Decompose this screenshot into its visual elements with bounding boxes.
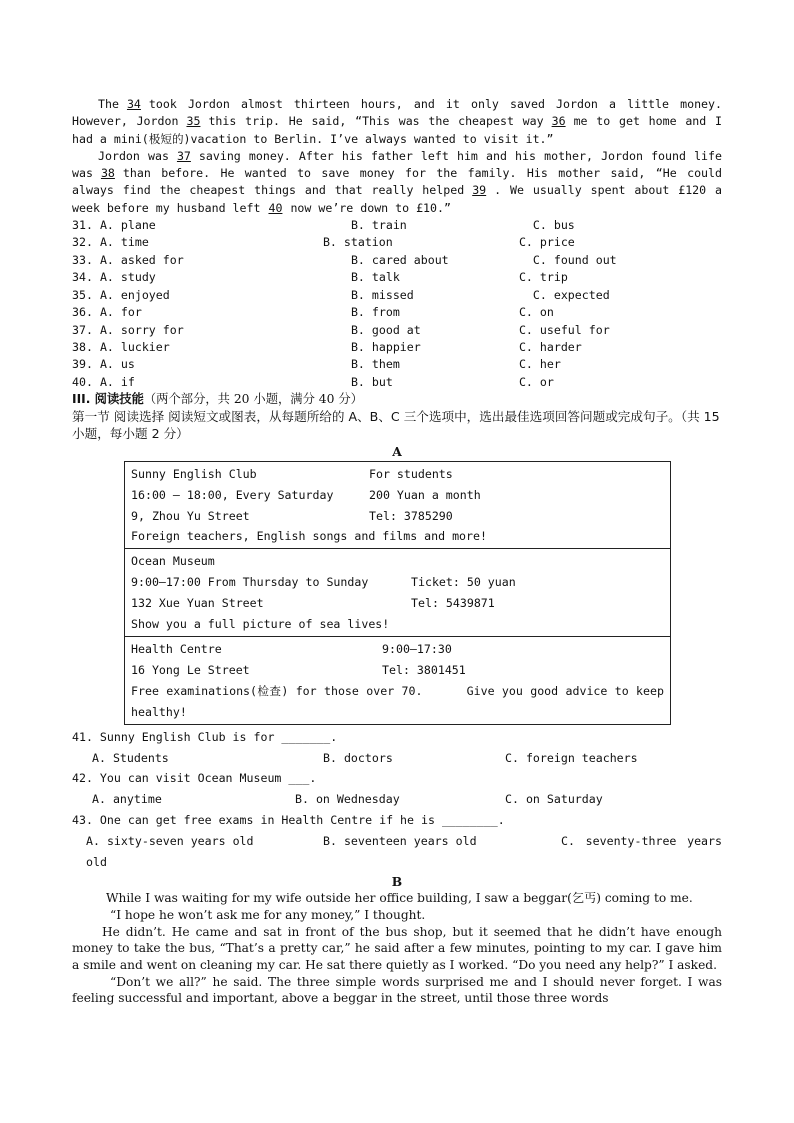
option-row-36: 36. A. for B. from C. on: [72, 305, 554, 320]
passage-b-paragraph-3: He didn’t. He came and sat in front of the bus shop, but it seemed that he didn’t have enough money to take the bus, “That’s a pretty car,” he said after a few minutes, pointing to my car. I gave him a smile and went on cleaning my car. He sat there quietly as I worked. “Do you need any help?” I asked.: [72, 924, 722, 973]
ads-table: [124, 461, 671, 725]
passage-b-label: B: [391, 873, 403, 889]
section-3-title: III. 阅读技能（两个部分，共 20 小题，满分 40 分）: [72, 392, 363, 407]
ad-ocean-museum: Ocean Museum 9:00—17:00 From Thursday to Sunday Ticket: 50 yuan 132 Xue Yuan Street Tel: 5439871 Show you a full picture of sea lives!: [125, 549, 670, 637]
cloze-options: [72, 217, 722, 391]
question-41-options: A. Students B. doctors C. foreign teachers: [92, 750, 638, 765]
option-row-32: 32. A. time B. station C. price: [72, 235, 575, 250]
ad-health-centre: Health Centre 9:00—17:30 16 Yong Le Street Tel: 3801451 Free examinations(检查) for those over 70. Give you good advice to keep healthy!: [131, 641, 664, 719]
option-row-38: 38. A. luckier B. happier C. harder: [72, 339, 582, 354]
option-row-35: 35. A. enjoyed B. missed C. expected: [72, 287, 610, 302]
question-43: 43. One can get free exams in Health Centre if he is ________.: [72, 813, 505, 828]
ad-sunny-english-club: Sunny English Club For students 16:00 – 18:00, Every Saturday 200 Yuan a month 9, Zhou Yu Street Tel: 3785290 Foreign teachers, English songs and films and more!: [125, 462, 670, 550]
blank-40: 40: [268, 200, 283, 215]
passage-a-label: A: [392, 444, 402, 460]
option-row-39: 39. A. us B. them C. her: [72, 357, 561, 372]
question-42: 42. You can visit Ocean Museum ___.: [72, 771, 317, 786]
blank-35: 35: [186, 114, 201, 129]
exam-page: [72, 96, 722, 1007]
blank-34: 34: [126, 97, 141, 111]
question-42-options: A. anytime B. on Wednesday C. on Saturday: [92, 792, 603, 807]
option-row-31: 31. A. plane B. train C. bus: [72, 218, 575, 233]
question-43-options: A. sixty-seven years old B. seventeen years old C. seventy-three years old: [86, 834, 722, 870]
option-row-37: 37. A. sorry for B. good at C. useful for: [72, 322, 610, 337]
blank-38: 38: [100, 166, 115, 181]
reading-questions: [72, 727, 722, 873]
question-41: 41. Sunny English Club is for _______.: [72, 729, 338, 744]
cloze-paragraph-2: Jordon was 37 saving money. After his father left him and his mother, Jordon found life was 38 than before. He wanted to save money for the family. His mother said, “He could always find the cheapest things and that really helped 39 . We usually spent about £120 a week before my husband left 40 now we’re down to £10.”: [72, 148, 723, 215]
option-row-34: 34. A. study B. talk C. trip: [72, 270, 568, 285]
passage-b: [72, 890, 722, 1007]
option-row-33: 33. A. asked for B. cared about C. found out: [72, 252, 617, 267]
option-row-40: 40. A. if B. but C. or: [72, 374, 554, 389]
part-1-instructions: 第一节 阅读选择 阅读短文或图表，从每题所给的 A、B、C 三个选项中，选出最佳选项回答问题或完成句子。（共 15 小题，每小题 2 分）: [72, 409, 720, 442]
blank-37: 37: [176, 148, 191, 163]
cloze-paragraph-1: The 34 took Jordon almost thirteen hours, and it only saved Jordon a little money. However, Jordon 35 this trip. He said, “This was the cheapest way 36 me to get home and I had a mini(极短的)vacation to Berlin. I’ve always wanted to visit it.”: [72, 97, 722, 146]
passage-b-paragraph-4: “Don’t we all?” he said. The three simple words surprised me and I should never forget. I was feeling successful and important, above a beggar in the street, until those three words: [72, 974, 722, 1006]
passage-b-paragraph-2: “I hope he won’t ask me for any money,” I thought.: [110, 907, 426, 922]
blank-36: 36: [551, 114, 566, 129]
blank-39: 39: [472, 183, 487, 198]
passage-b-paragraph-1: While I was waiting for my wife outside her office building, I saw a beggar(乞丐) coming to me.: [106, 891, 693, 906]
